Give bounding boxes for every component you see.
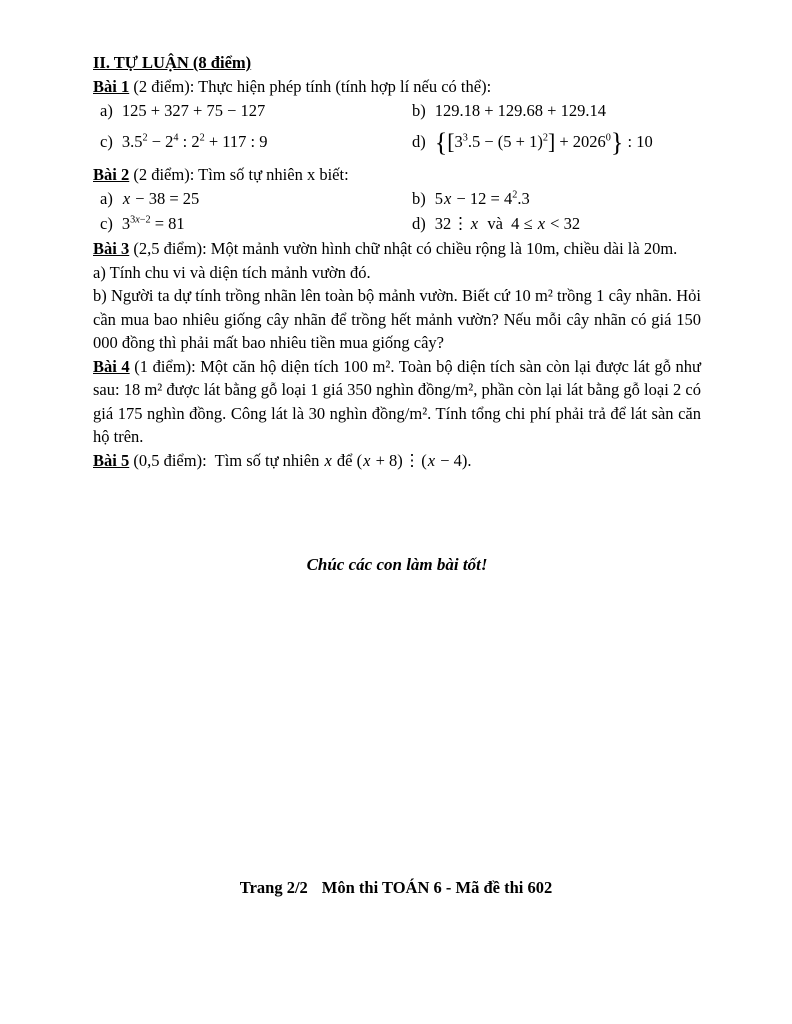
item-expression: x − 38 = 25 xyxy=(122,189,200,209)
bai3-intro: (2,5 điểm): Một mảnh vườn hình chữ nhật có chiều rộng là 10m, chiều dài là 20m. xyxy=(129,239,678,258)
item-label: b) xyxy=(412,101,426,121)
item-label: a) xyxy=(100,101,113,121)
bai4-paragraph xyxy=(93,355,701,449)
item-expression: 125 + 327 + 75 − 127 xyxy=(121,101,266,121)
bai1-item-d xyxy=(412,128,701,158)
item-label: d) xyxy=(412,132,426,152)
item-label: d) xyxy=(412,214,426,234)
bai2-item-b xyxy=(412,187,701,211)
bai4-text: (1 điểm): Một căn hộ diện tích 100 m². Toàn bộ diện tích sàn còn lại được lát gỗ như sau: 18 m² được lát bằng gỗ loại 1 giá 350 nghìn đồng/m², phần còn lại lát bằng gỗ loại 2 có giá 175 nghìn đồng. Công lát là 30 nghìn đồng/m². Tính tổng chi phí phải trả để lát sàn căn hộ trên. xyxy=(93,356,701,446)
bai1-row-1 xyxy=(93,99,701,123)
item-expression: $5x - 12 = 4^2.3$ xyxy=(434,189,530,209)
bai3-part-b: b) Người ta dự tính trồng nhãn lên toàn bộ mảnh vườn. Biết cứ 10 m² trồng 1 cây nhãn. Hỏi cần mua bao nhiêu giống cây nhãn để trồng hết mảnh vườn? Nếu mỗi cây nhãn có giá 150 000 đồng thì phải mất bao nhiêu tiền mua giống cây? xyxy=(93,286,701,352)
item-expression: 32⋮ x và 4 ≤ x < 32 xyxy=(434,214,581,234)
item-label: c) xyxy=(100,214,113,234)
bai2-heading xyxy=(93,163,701,187)
bai4-label: Bài 4 xyxy=(93,356,130,376)
wish-line: Chúc các con làm bài tốt! xyxy=(306,555,488,574)
item-expression: 129.18 + 129.68 + 129.14 xyxy=(434,101,606,121)
item-expression: $\{[3^3.5 - (5 + 1)^2] + 2026^0\}$ : 10 xyxy=(434,128,653,158)
footer-exam-info: Môn thi TOÁN 6 - Mã đề thi 602 xyxy=(321,878,553,897)
bai1-item-a xyxy=(100,99,412,123)
bai2-intro: (2 điểm): Tìm số tự nhiên x biết: xyxy=(129,165,349,184)
bai5-expression: (0,5 điểm): Tìm số tự nhiên x để (x + 8)⋮(x − 4). xyxy=(129,450,472,470)
bai2-label: Bài 2 xyxy=(93,165,130,184)
bai2-row-2 xyxy=(93,211,701,237)
bai2-item-c xyxy=(100,212,412,236)
item-expression: $3.5^2 - 2^4$ : $2^2 + 117$ : 9 xyxy=(121,132,268,152)
bai1-intro: (2 điểm): Thực hiện phép tính (tính hợp lí nếu có thể): xyxy=(129,77,492,96)
bai5-paragraph xyxy=(93,449,701,473)
item-label: c) xyxy=(100,132,113,152)
bai2-item-a xyxy=(100,187,412,211)
bai3-part-a: a) Tính chu vi và diện tích mảnh vườn đó. xyxy=(93,262,371,282)
bai2-item-d xyxy=(412,212,701,236)
bai3-label: Bài 3 xyxy=(93,239,130,258)
bai5-label: Bài 5 xyxy=(93,450,130,470)
bai1-item-c xyxy=(100,130,412,154)
item-label: b) xyxy=(412,189,426,209)
section-title: II. TỰ LUẬN (8 điểm) xyxy=(93,53,252,72)
page-footer xyxy=(0,876,792,900)
item-label: a) xyxy=(100,189,113,209)
section-heading xyxy=(93,51,701,75)
bai1-item-b xyxy=(412,99,701,123)
footer-page-number: Trang 2/2 xyxy=(239,878,308,897)
bai1-heading xyxy=(93,75,701,99)
bai2-row-1 xyxy=(93,187,701,211)
bai1-label: Bài 1 xyxy=(93,77,130,96)
bai1-row-2 xyxy=(93,123,701,161)
item-expression: $3^{3x-2} = 81$ xyxy=(121,214,185,234)
bai3-heading xyxy=(93,237,701,261)
